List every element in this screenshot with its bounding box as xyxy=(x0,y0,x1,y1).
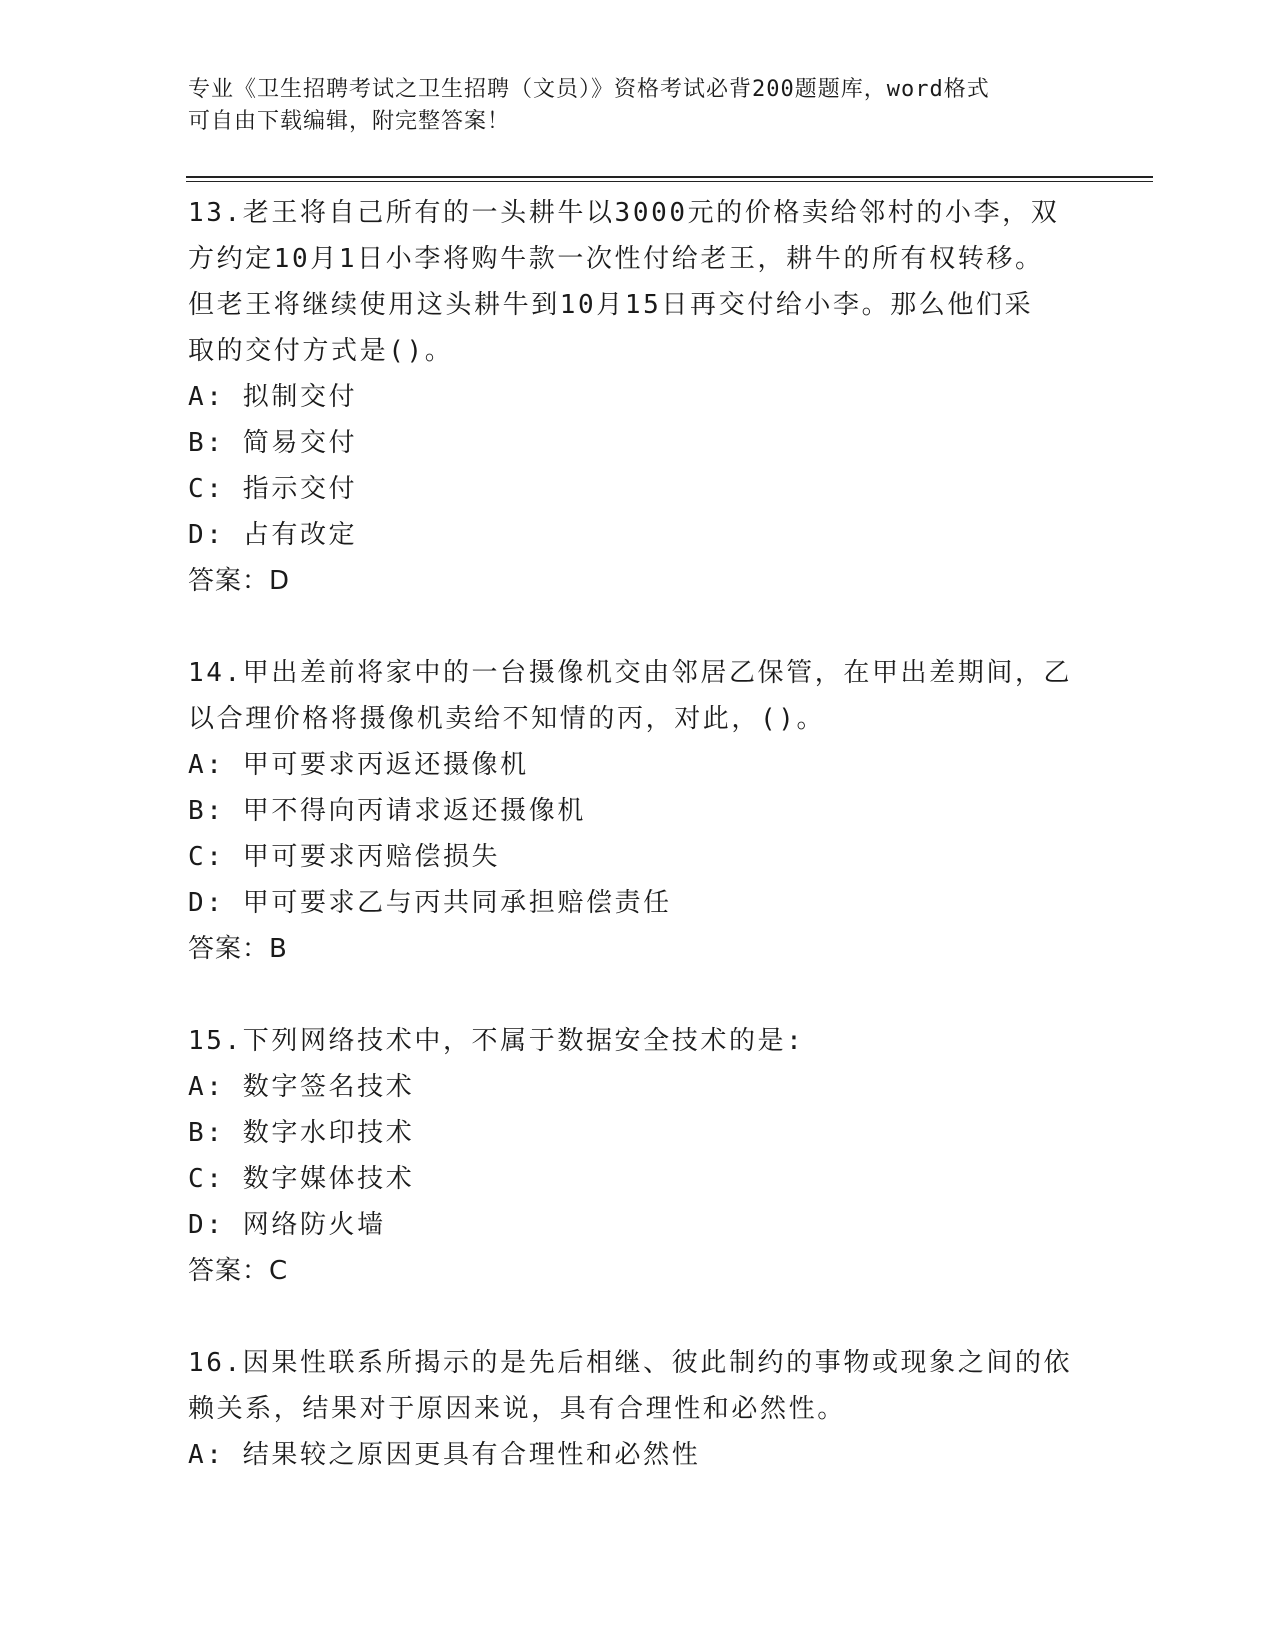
answer: 答案：D xyxy=(188,566,291,596)
option-a: A: 甲可要求丙返还摄像机 xyxy=(188,750,529,780)
spacer xyxy=(188,604,1088,650)
header-line-1: 专业《卫生招聘考试之卫生招聘（文员）》资格考试必背200题题库，word格式 xyxy=(188,77,990,102)
option-b: B: 简易交付 xyxy=(188,428,358,458)
question-stem-line: 15.下列网络技术中，不属于数据安全技术的是: xyxy=(188,1026,805,1056)
option-a: A: 结果较之原因更具有合理性和必然性 xyxy=(188,1440,701,1470)
option-c: C: 指示交付 xyxy=(188,474,358,504)
answer: 答案：C xyxy=(188,1256,289,1286)
option-a: A: 数字签名技术 xyxy=(188,1072,415,1102)
question-list xyxy=(188,190,1088,1478)
question-stem-line: 以合理价格将摄像机卖给不知情的丙，对此，()。 xyxy=(188,704,826,734)
question-stem-line: 赖关系，结果对于原因来说，具有合理性和必然性。 xyxy=(188,1394,846,1424)
answer: 答案：B xyxy=(188,934,288,964)
option-c: C: 甲可要求丙赔偿损失 xyxy=(188,842,501,872)
option-b: B: 甲不得向丙请求返还摄像机 xyxy=(188,796,586,826)
question-15 xyxy=(188,1018,1088,1294)
question-13 xyxy=(188,190,1088,604)
option-d: D: 甲可要求乙与丙共同承担赔偿责任 xyxy=(188,888,672,918)
question-stem-line: 但老王将继续使用这头耕牛到10月15日再交付给小李。那么他们采 xyxy=(188,290,1034,320)
spacer xyxy=(188,972,1088,1018)
question-stem-line: 方约定10月1日小李将购牛款一次性付给老王，耕牛的所有权转移。 xyxy=(188,244,1044,274)
option-d: D: 占有改定 xyxy=(188,520,358,550)
option-a: A: 拟制交付 xyxy=(188,382,358,412)
header-rule-thin xyxy=(186,181,1153,182)
option-d: D: 网络防火墙 xyxy=(188,1210,386,1240)
question-stem-line: 14.甲出差前将家中的一台摄像机交由邻居乙保管，在甲出差期间，乙 xyxy=(188,658,1073,688)
question-16 xyxy=(188,1340,1088,1478)
header-line-2: 可自由下载编辑，附完整答案！ xyxy=(188,109,511,134)
option-b: B: 数字水印技术 xyxy=(188,1118,415,1148)
question-14 xyxy=(188,650,1088,972)
question-stem-line: 16.因果性联系所揭示的是先后相继、彼此制约的事物或现象之间的依 xyxy=(188,1348,1073,1378)
header-rule-thick xyxy=(186,176,1153,178)
question-stem-line: 取的交付方式是()。 xyxy=(188,336,454,366)
option-c: C: 数字媒体技术 xyxy=(188,1164,415,1194)
spacer xyxy=(188,1294,1088,1340)
question-stem-line: 13.老王将自己所有的一头耕牛以3000元的价格卖给邻村的小李，双 xyxy=(188,198,1060,228)
document-header xyxy=(188,74,1068,138)
